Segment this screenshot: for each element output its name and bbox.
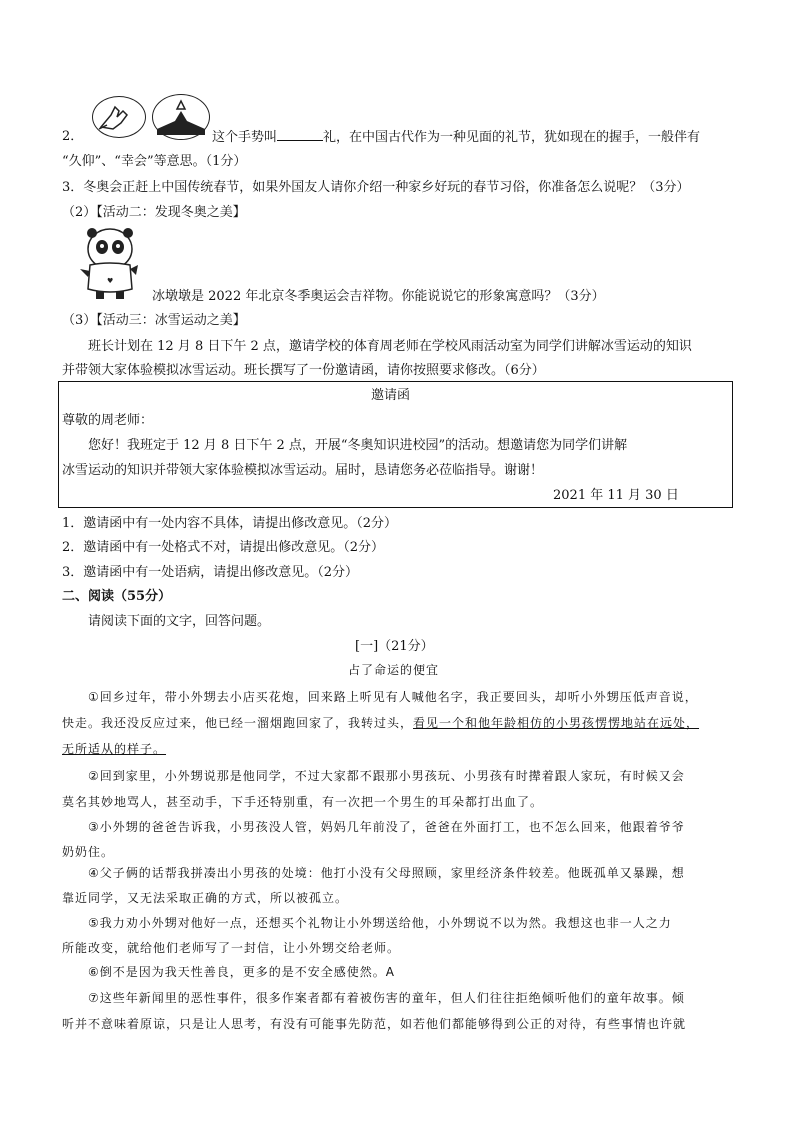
- sub-question-1: 1．邀请函中有一处内容不具体，请提出修改意见。（2分）: [62, 516, 398, 531]
- q2-text-a: 这个手势叫: [212, 130, 278, 145]
- passage-title: 占了命运的便宜: [348, 663, 440, 677]
- section2-instruction: 请阅读下面的文字，回答问题。: [88, 614, 271, 629]
- bing-dwen-dwen-mascot-image: [72, 225, 144, 301]
- raised-hands-icon: [153, 95, 209, 139]
- activity2-title: （2）【活动二：发现冬奥之美】: [62, 205, 246, 220]
- svg-text:♥: ♥: [107, 277, 114, 285]
- passage-p1-line2a: 快走。我还没反应过来，他已经一溜烟跑回家了，我转过头，: [62, 716, 414, 730]
- gesture-bow-image: [92, 96, 146, 138]
- q2-text-b: 礼，在中国古代作为一种见面的礼节，犹如现在的握手，一般伴有: [323, 130, 701, 145]
- q3-text: 3．冬奥会正赶上中国传统春节，如果外国友人请你介绍一种家乡好玩的春节习俗，你准备怎么说呢？（3分）: [62, 180, 690, 195]
- passage-p4-line1: ④父子俩的话帮我拼凑出小男孩的处境：他打小没有父母照顾，家里经济条件较差。他既孤单又暴躁，想: [88, 866, 685, 880]
- passage-p1-line3: 无所适从的样子。: [62, 742, 167, 756]
- invitation-date: 2021 年 11 月 30 日: [553, 488, 679, 503]
- sub-question-2: 2．邀请函中有一处格式不对，请提出修改意见。（2分）: [62, 540, 385, 555]
- passage-p2-line2: 莫名其妙地骂人，甚至动手，下手还特别重，有一次把一个男生的耳朵都打出血了。: [62, 795, 544, 809]
- passage-p4-line2: 靠近同学，又无法采取正确的方式，所以被孤立。: [62, 891, 349, 905]
- passage-p5-line2: 所能改变，就给他们老师写了一封信，让小外甥交给老师。: [62, 941, 401, 955]
- section2-part-label: [一]（21分）: [355, 639, 434, 654]
- passage-p5-line1: ⑤我力劝小外甥对他好一点，还想买个礼物让小外甥送给他，小外甥说不以为然。我想这也非一人之力: [88, 916, 672, 930]
- passage-p1-line1: ①回乡过年，带小外甥去小店买花炮，回来路上听见有人喊他名字，我正要回头，却听小外甥压低声音说，: [88, 690, 698, 704]
- passage-p2-line1: ②回到家里，小外甥说那是他同学，不过大家都不跟那小男孩玩、小男孩有时撵着跟人家玩，有时候又会: [88, 769, 685, 783]
- q2-text: [212, 128, 700, 147]
- passage-p1-line2: [62, 714, 699, 731]
- passage-p6: ⑥倒不是因为我天性善良，更多的是不安全感使然。A: [88, 965, 395, 979]
- section2-heading: 二、阅读（55分）: [62, 589, 172, 604]
- invitation-title: 邀请函: [371, 388, 411, 403]
- activity2-question: 冰墩墩是 2022 年北京冬季奥运会吉祥物。你能说说它的形象寓意吗？（3分）: [152, 289, 605, 304]
- clasped-hands-icon: [93, 97, 145, 137]
- passage-p7-line2: 听并不意味着原谅，只是让人思考，有没有可能事先防范，如若他们都能够得到公正的对待，有些事情也许就: [62, 1017, 687, 1031]
- invitation-body-line2: 冰雪运动的知识并带领大家体验模拟冰雪运动。届时，恳请您务必莅临指导。谢谢！: [62, 463, 544, 478]
- passage-p3-line1: ③小外甥的爸爸告诉我，小男孩没人管，妈妈几年前没了，爸爸在外面打工，也不怎么回来，他跟着爷爷: [88, 820, 685, 834]
- sub-question-3: 3．邀请函中有一处语病，请提出修改意见。（2分）: [62, 565, 359, 580]
- gesture-bow-image-2: [152, 94, 210, 140]
- q2-answer-blank[interactable]: [277, 128, 323, 141]
- passage-p7-line1: ⑦这些年新闻里的恶性事件，很多作案者都有着被伤害的童年，但人们往往拒绝倾听他们的童年故事。倾: [88, 991, 685, 1005]
- invitation-salutation: 尊敬的周老师：: [62, 413, 154, 428]
- q2-line2: “久仰”、“幸会”等意思。（1分）: [62, 154, 247, 169]
- q2-number: 2．: [62, 129, 84, 144]
- activity3-title: （3）【活动三：冰雪运动之美】: [62, 313, 246, 328]
- passage-p3-line2: 奶奶住。: [62, 845, 115, 859]
- activity3-intro-line2: 并带领大家体验模拟冰雪运动。班长撰写了一份邀请函，请你按照要求修改。（6分）: [62, 363, 545, 378]
- activity3-intro-line1: 班长计划在 12 月 8 日下午 2 点，邀请学校的体育周老师在学校风雨活动室为同学们讲解冰雪运动的知识: [88, 339, 692, 354]
- passage-p1-underlined-a: 看见一个和他年龄相仿的小男孩愣愣地站在远处，: [413, 716, 700, 730]
- invitation-body-line1: 您好！我班定于 12 月 8 日下午 2 点，开展“冬奥知识进校园”的活动。想邀请您为同学们讲解: [88, 438, 628, 453]
